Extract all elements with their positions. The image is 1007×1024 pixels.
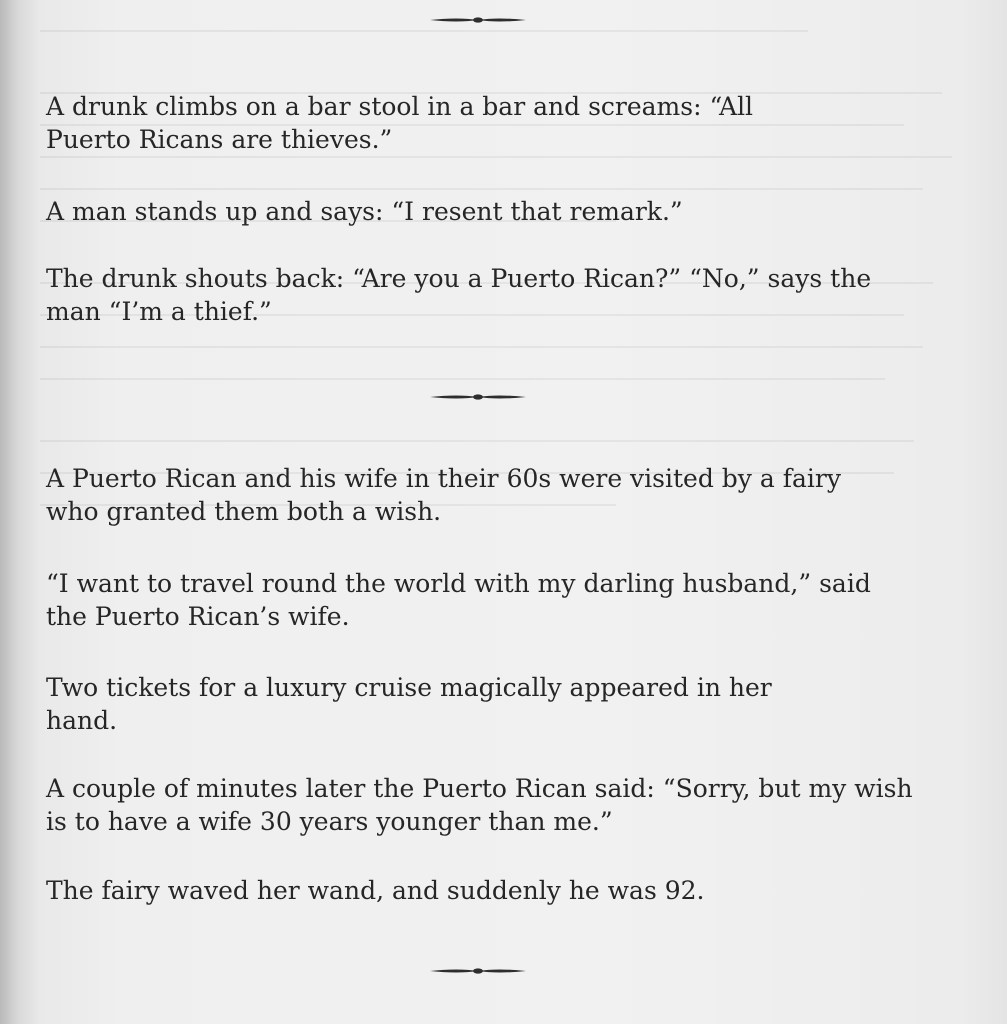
paragraph: The drunk shouts back: “Are you a Puerto Rican?” “No,” says the man “I’m a thief.” (46, 264, 872, 326)
paragraph: The fairy waved her wand, and suddenly he was 92. (46, 876, 705, 905)
paragraph: A man stands up and says: “I resent that remark.” (46, 197, 683, 226)
section-ornament-bottom (428, 965, 528, 977)
paragraph: A Puerto Rican and his wife in their 60s were visited by a fairy who granted them both a wish. (46, 464, 841, 526)
paragraph: Two tickets for a luxury cruise magically appeared in her hand. (46, 673, 772, 735)
paragraph: A drunk climbs on a bar stool in a bar and screams: “All Puerto Ricans are thieves.” (46, 92, 754, 154)
paragraph: “I want to travel round the world with my darling husband,” said the Puerto Rican’s wife. (46, 569, 871, 631)
section-ornament-middle (428, 391, 528, 403)
section-ornament-top (428, 14, 528, 26)
paragraph: A couple of minutes later the Puerto Rican said: “Sorry, but my wish is to have a wife 30 years younger than me.” (46, 774, 913, 836)
